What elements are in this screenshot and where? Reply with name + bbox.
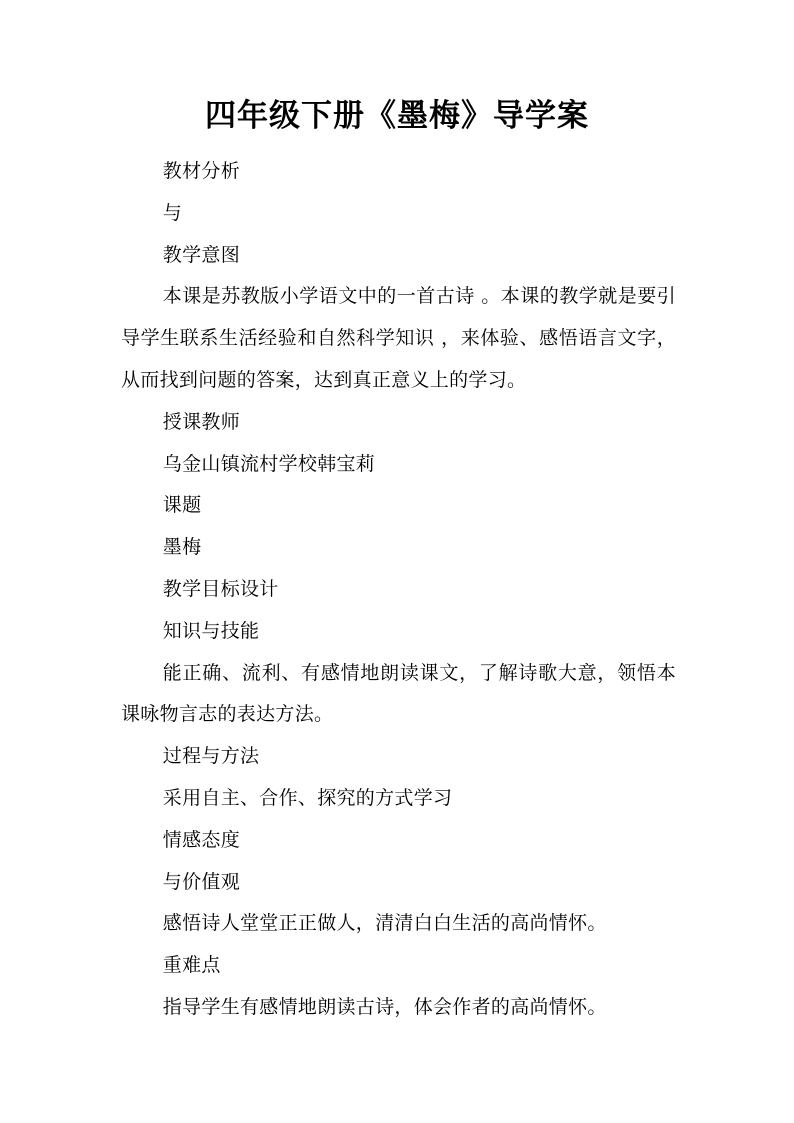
paragraph-section-heading: 过程与方法: [162, 745, 260, 768]
paragraph-text: 采用自主、合作、探究的方式学习: [162, 786, 453, 809]
paragraph-text: 感悟诗人堂堂正正做人，清清白白生活的高尚情怀。: [162, 912, 607, 935]
paragraph-section-heading: 教学意图: [162, 243, 240, 266]
paragraph-section-heading: 课题: [162, 494, 202, 517]
paragraph-section-heading: 知识与技能: [162, 619, 260, 642]
paragraph-section-heading: 与: [162, 201, 183, 224]
document-title: 四年级下册《墨梅》导学案: [205, 98, 589, 134]
paragraph-text: 墨梅: [162, 536, 202, 559]
paragraph-section-heading: 教材分析: [162, 160, 240, 182]
paragraph-text: 本课是苏教版小学语文中的一首古诗 。本课的教学就是要引导学生联系生活经验和自然科学知识 ，来体验、感悟语言文字，从而找到问题的答案，达到真正意义上的学习。: [121, 285, 676, 391]
paragraph-section-heading: 重难点: [162, 954, 221, 977]
paragraph-text: 能正确、流利、有感情地朗读课文，了解诗歌大意，领悟本课咏物言志的表达方法。: [121, 661, 676, 726]
paragraph-section-heading: 教学目标设计: [162, 577, 279, 600]
paragraph-text: 乌金山镇流村学校韩宝莉: [162, 452, 376, 475]
paragraph-section-heading: 授课教师: [162, 410, 240, 433]
paragraph-section-heading: 情感态度: [162, 828, 240, 851]
paragraph-text: 指导学生有感情地朗读古诗，体会作者的高尚情怀。: [162, 995, 607, 1018]
paragraph-section-heading: 与价值观: [162, 870, 240, 893]
document-body: [121, 151, 676, 1029]
